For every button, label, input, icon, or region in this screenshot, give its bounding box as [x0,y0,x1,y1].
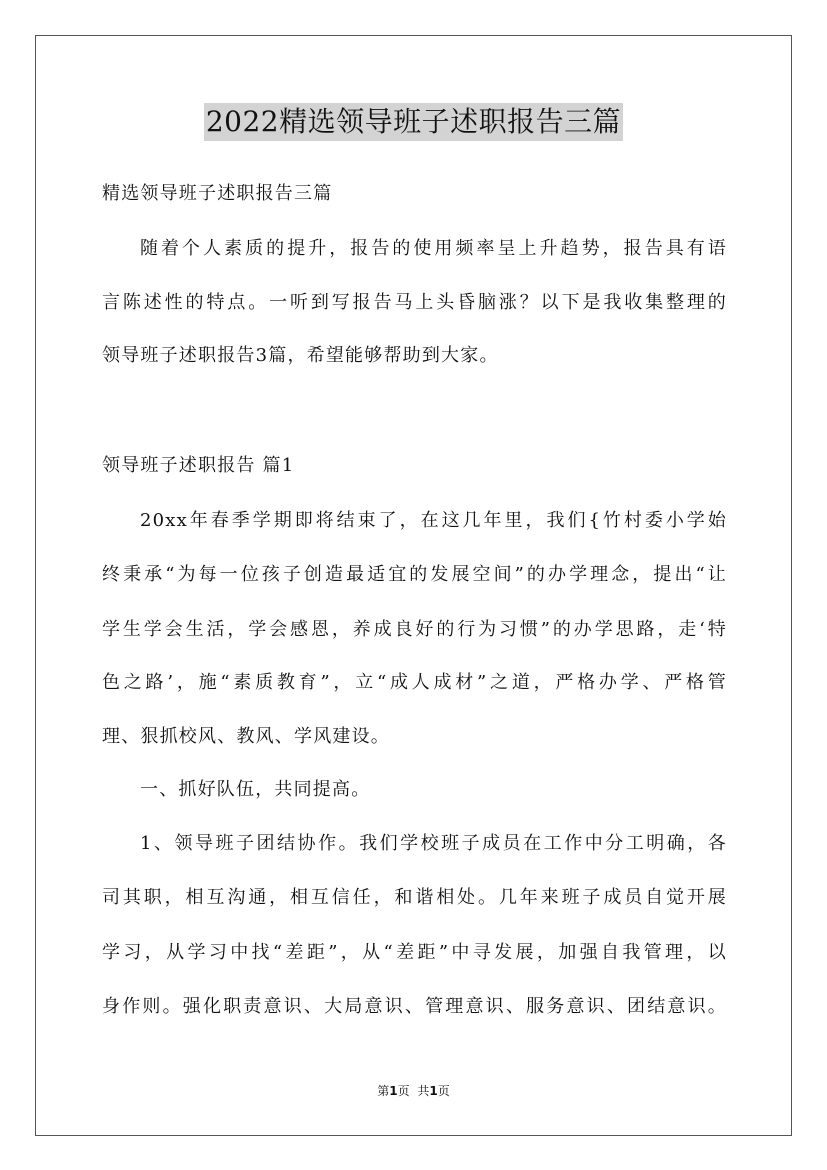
para2-line-1: 1、领导班子团结协作。我们学校班子成员在工作中分工明确，各 [140,833,727,854]
para1-line-4: 色之路’，施“素质教育”，立“成人成材”之道，严格办学、严格管 [102,672,727,693]
page-suffix: 页 [397,1084,410,1098]
point1-heading: 一、抓好队伍，共同提高。 [140,779,371,800]
intro-line-2: 言陈述性的特点。一听到写报告马上头昏脑涨？以下是我收集整理的 [102,292,727,313]
section-heading: 领导班子述职报告 篇1 [102,455,295,476]
para2-line-2: 司其职，相互沟通，相互信任，和谐相处。几年来班子成员自觉开展 [102,887,727,908]
para1-line-3: 学生学会生活，学会感恩，养成良好的行为习惯”的办学思路，走‘特 [102,619,727,640]
para1-line-5: 理、狠抓校风、教风、学风建设。 [102,726,390,747]
intro-line-1: 随着个人素质的提升，报告的使用频率呈上升趋势，报告具有语 [140,238,727,259]
document-subtitle: 精选领导班子述职报告三篇 [102,183,333,204]
title-container [0,103,827,141]
para1-line-1: 20xx年春季学期即将结束了，在这几年里，我们{竹村委小学始 [140,510,727,531]
total-prefix: 共 [417,1084,430,1098]
document-title: 2022精选领导班子述职报告三篇 [204,103,623,141]
page-number: 1 [389,1084,398,1098]
page-footer [0,1083,827,1099]
para1-line-2: 终秉承“为每一位孩子创造最适宜的发展空间”的办学理念，提出“让 [102,564,727,585]
intro-line-3: 领导班子述职报告3篇，希望能够帮助到大家。 [102,345,499,366]
total-pages: 1 [429,1084,438,1098]
para2-line-3: 学习，从学习中找“差距”，从“差距”中寻发展，加强自我管理，以 [102,942,727,963]
para2-line-4: 身作则。强化职责意识、大局意识、管理意识、服务意识、团结意识。 [102,996,727,1017]
page-prefix: 第 [377,1084,390,1098]
total-suffix: 页 [437,1084,450,1098]
